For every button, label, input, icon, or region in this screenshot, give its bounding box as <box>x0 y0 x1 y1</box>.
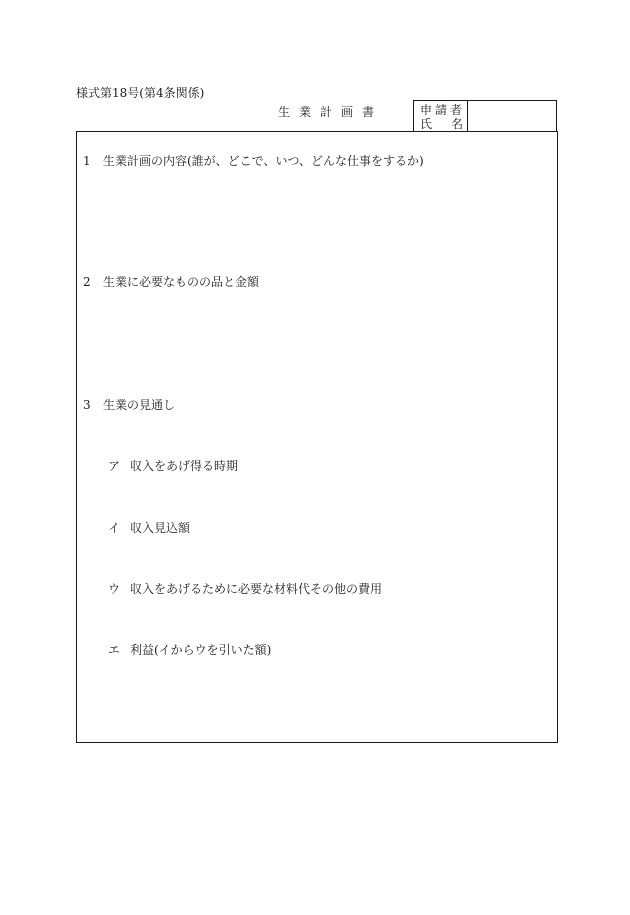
section-2-text: 生業に必要なものの品と金額 <box>103 275 260 289</box>
subsection-u <box>108 580 382 597</box>
applicant-label-line2: 氏名 <box>420 116 483 131</box>
subsection-u-marker: ウ <box>108 582 121 596</box>
section-3 <box>83 396 175 413</box>
subsection-e <box>108 641 271 658</box>
document-title: 生業計画書 <box>278 105 384 119</box>
subsection-e-marker: エ <box>108 643 121 657</box>
section-2 <box>83 273 259 290</box>
section-2-number: 2 <box>83 275 91 289</box>
section-1-text: 生業計画の内容(誰が、どこで、いつ、どんな仕事をするか) <box>103 154 424 168</box>
subsection-i-text: 収入見込額 <box>130 521 191 535</box>
applicant-label <box>414 101 483 132</box>
subsection-a-marker: ア <box>108 459 121 473</box>
subsection-a <box>108 457 238 474</box>
applicant-name-field[interactable] <box>468 101 556 132</box>
subsection-a-text: 収入をあげ得る時期 <box>130 459 239 473</box>
applicant-label-line1: 申請者 <box>420 102 466 117</box>
applicant-box <box>413 100 557 132</box>
form-number: 様式第18号(第4条関係) <box>76 86 205 100</box>
plan-content-box <box>76 131 558 743</box>
section-1-number: 1 <box>83 154 91 168</box>
section-3-number: 3 <box>83 398 91 412</box>
subsection-i-marker: イ <box>108 521 121 535</box>
section-1 <box>83 152 424 169</box>
subsection-e-text: 利益(イからウを引いた額) <box>130 643 272 657</box>
subsection-u-text: 収入をあげるために必要な材料代その他の費用 <box>130 582 383 596</box>
section-3-text: 生業の見通し <box>103 398 176 412</box>
subsection-i <box>108 519 190 536</box>
